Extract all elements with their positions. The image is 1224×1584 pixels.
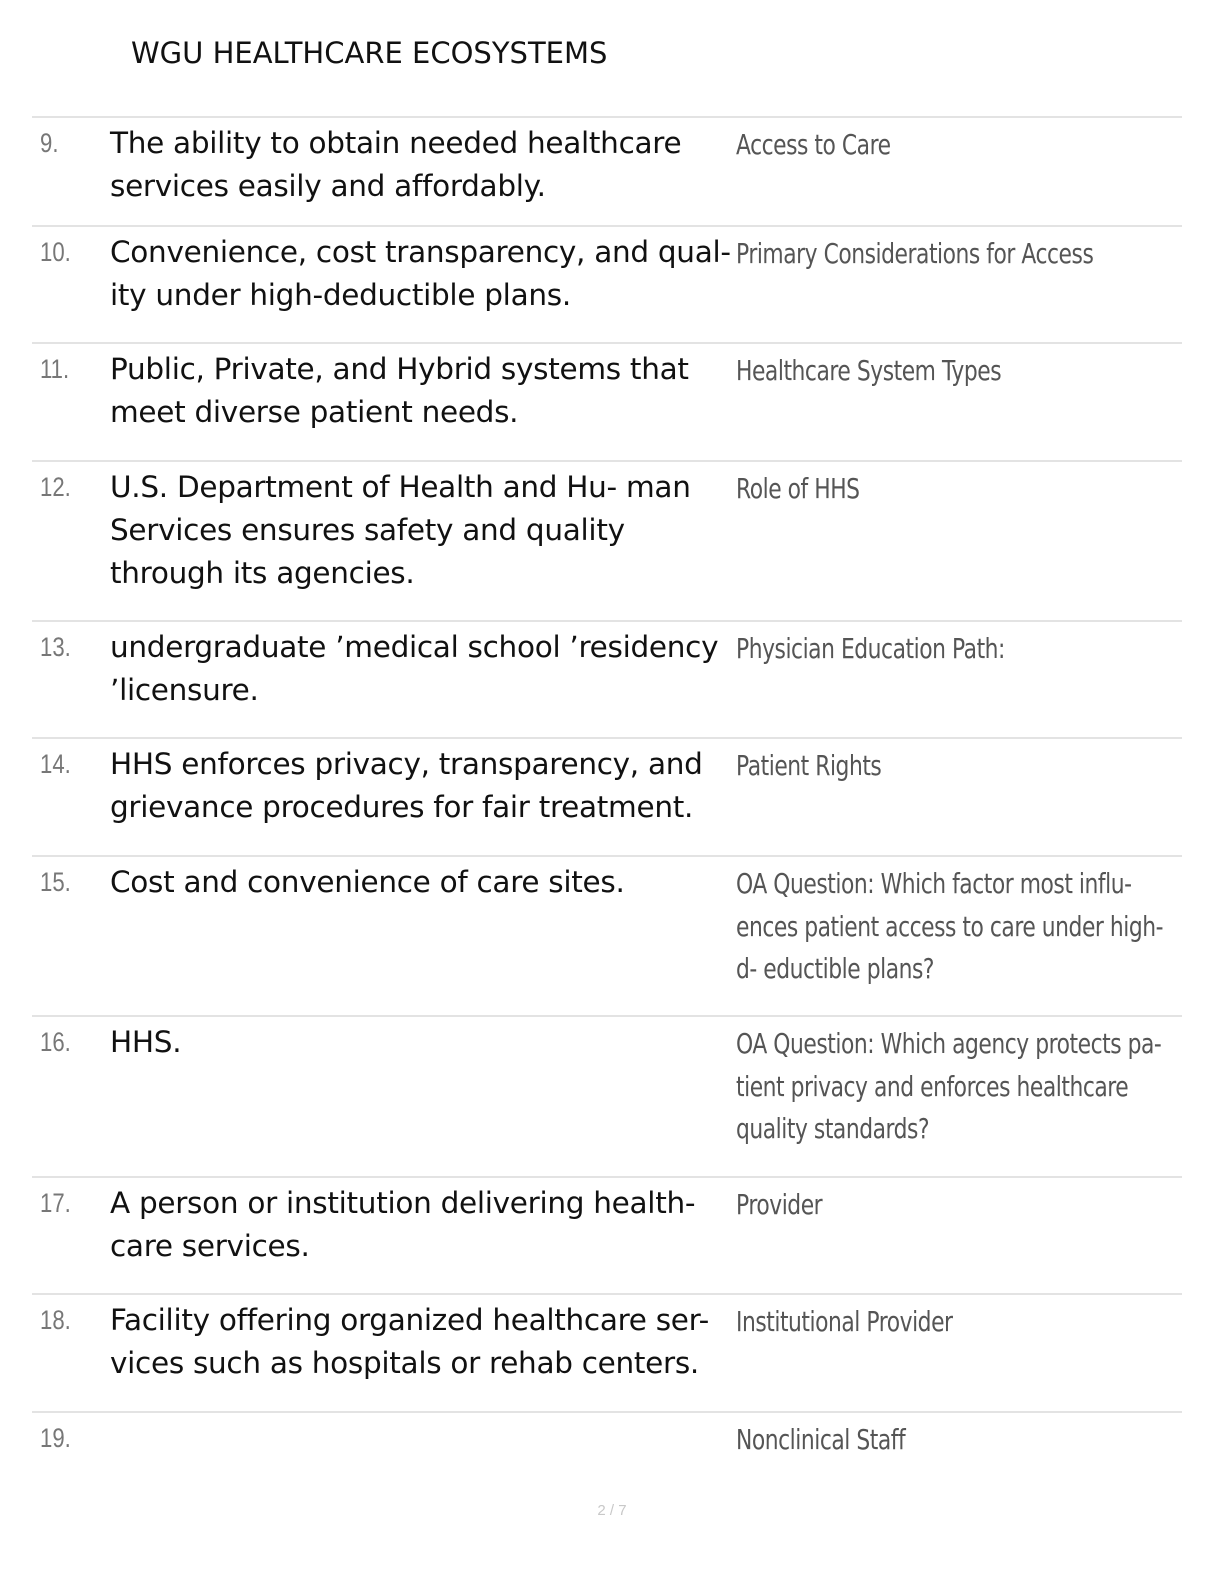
item-number: 19. xyxy=(40,1423,71,1453)
item-definition: The ability to obtain needed healthcare services easily and affordably. xyxy=(110,126,682,203)
item-number: 14. xyxy=(40,749,71,779)
item-number: 16. xyxy=(40,1027,71,1057)
item-definition: Facility offering organized healthcare ser- vices such as hospitals or rehab centers. xyxy=(110,1303,709,1380)
item-term: OA Question: Which factor most influ- ences patient access to care under high-d- eductible plans? xyxy=(736,867,1164,985)
list-item xyxy=(32,620,1182,737)
item-number: 15. xyxy=(40,867,71,897)
page-number: 2 / 7 xyxy=(597,1502,627,1519)
item-term: Access to Care xyxy=(736,128,891,161)
item-definition: Convenience, cost transparency, and qual- ity under high-deductible plans. xyxy=(110,235,731,312)
item-term: Provider xyxy=(736,1188,823,1221)
item-term: Healthcare System Types xyxy=(736,354,1002,387)
list-item xyxy=(32,1293,1182,1411)
item-definition: U.S. Department of Health and Hu- man Services ensures safety and quality through its agencies. xyxy=(110,470,691,590)
item-definition: HHS enforces privacy, transparency, and grievance procedures for fair treatment. xyxy=(110,747,703,824)
list-item xyxy=(32,225,1182,342)
item-term: Physician Education Path: xyxy=(736,632,1005,665)
list-item xyxy=(32,1015,1182,1176)
item-number: 12. xyxy=(40,472,71,502)
item-term: Institutional Provider xyxy=(736,1305,953,1338)
item-definition: undergraduate ’medical school ’residency ’licensure. xyxy=(110,630,719,707)
item-number: 17. xyxy=(40,1188,71,1218)
item-number: 9. xyxy=(40,128,59,158)
list-item xyxy=(32,855,1182,1015)
list-item xyxy=(32,342,1182,460)
list-item xyxy=(32,737,1182,855)
item-number: 13. xyxy=(40,632,71,662)
item-definition: Public, Private, and Hybrid systems that meet diverse patient needs. xyxy=(110,352,689,429)
page-title: WGU HEALTHCARE ECOSYSTEMS xyxy=(131,36,608,70)
item-number: 10. xyxy=(40,237,71,267)
item-term: Patient Rights xyxy=(736,749,882,782)
list-item xyxy=(32,1176,1182,1293)
item-term: Role of HHS xyxy=(736,472,860,505)
item-number: 11. xyxy=(40,354,70,384)
item-term: Nonclinical Staff xyxy=(736,1423,906,1456)
item-term: Primary Considerations for Access xyxy=(736,237,1094,270)
item-definition: Cost and convenience of care sites. xyxy=(110,865,625,899)
item-definition: HHS. xyxy=(110,1025,182,1059)
item-term: OA Question: Which agency protects pa- tient privacy and enforces healthcare quality standards? xyxy=(736,1027,1162,1145)
list-item xyxy=(32,460,1182,620)
list-item xyxy=(32,116,1182,225)
list-item xyxy=(32,1411,1182,1481)
item-definition: A person or institution delivering health- care services. xyxy=(110,1186,696,1263)
item-number: 18. xyxy=(40,1305,71,1335)
flashcard-list xyxy=(32,116,1182,1481)
